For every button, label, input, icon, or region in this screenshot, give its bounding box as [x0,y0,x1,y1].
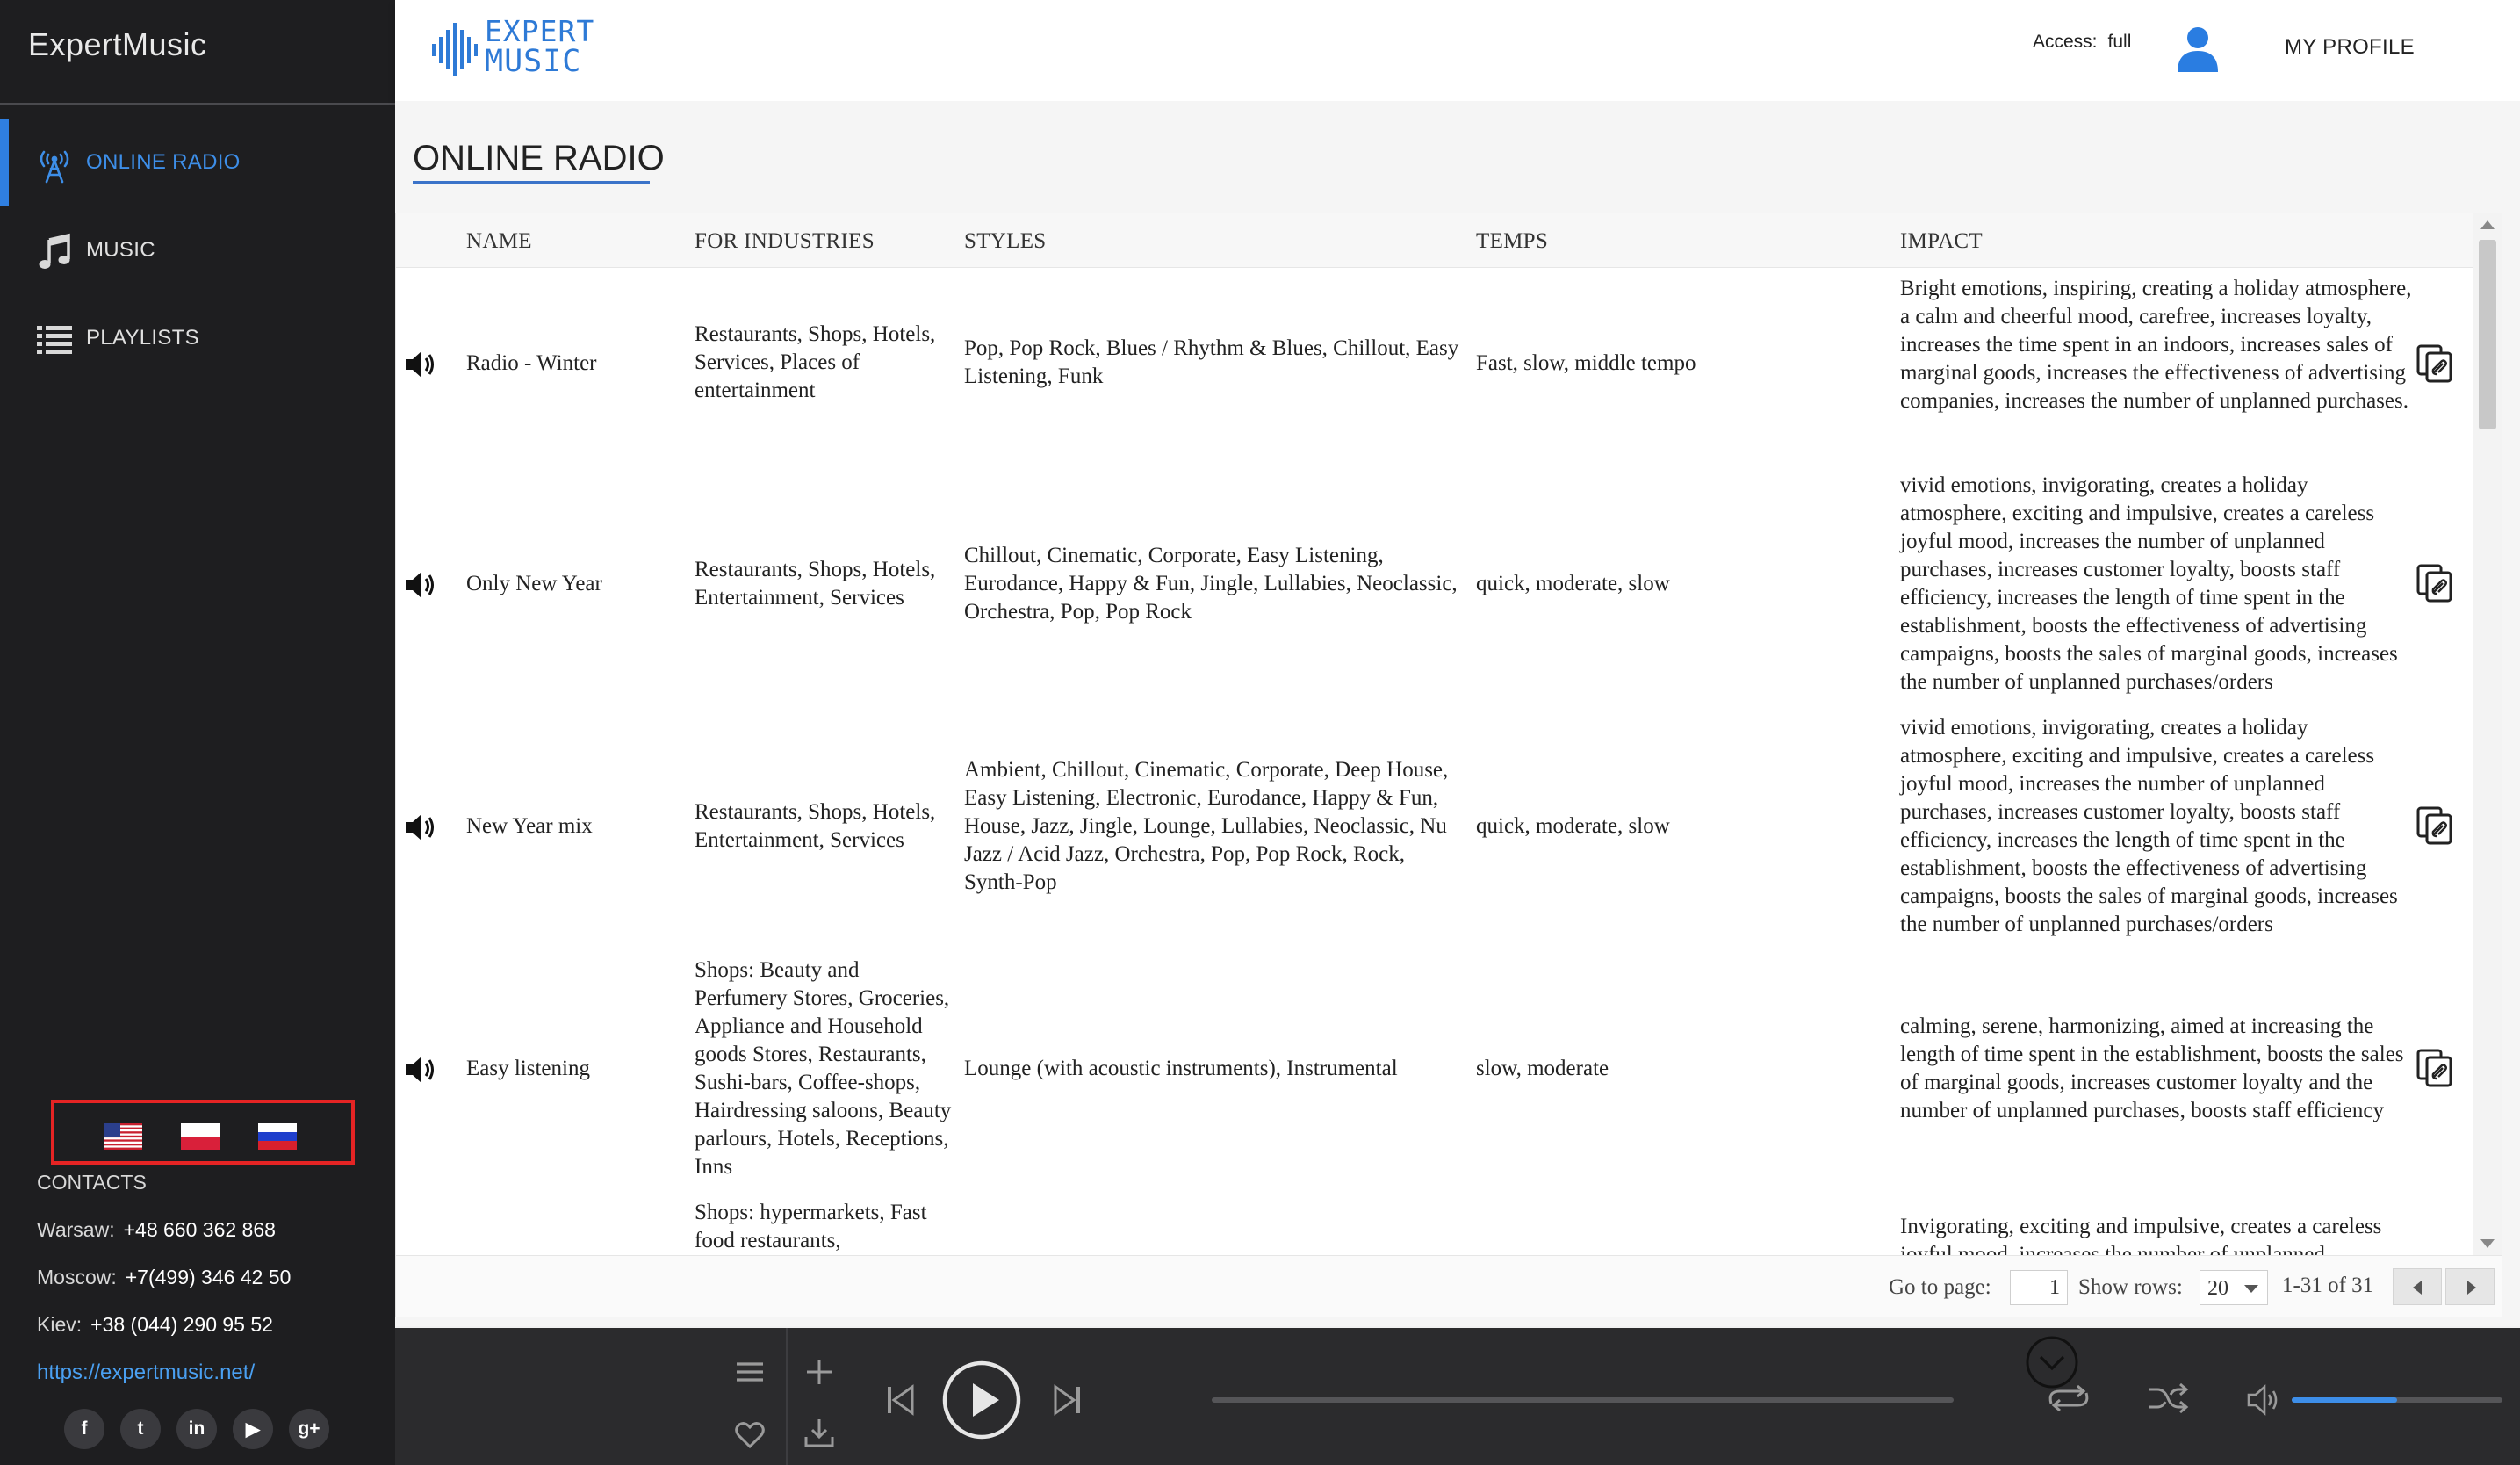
audio-player [395,1328,2520,1465]
row-styles: Lounge (with acoustic instruments), Instrumental [964,1057,1398,1080]
language-switcher [51,1100,355,1165]
radio-tower-icon [35,145,74,184]
show-rows-label: Show rows: [2078,1275,2183,1299]
contact-kiev [37,1313,273,1337]
row-styles: Pop, Pop Rock, Blues / Rhythm & Blues, Chillout, Easy Listening, Funk [964,336,1459,388]
contact-phone[interactable]: +7(499) 346 42 50 [125,1266,292,1288]
row-temps: quick, moderate, slow [1476,814,1670,838]
column-header-temps[interactable]: TEMPS [1476,229,1549,253]
contact-city: Kiev: [37,1313,83,1336]
sidebar-divider [0,103,395,105]
contact-phone[interactable]: +48 660 362 868 [123,1218,276,1241]
linkedin-icon[interactable]: in [176,1409,217,1449]
nav-online-radio[interactable] [0,119,395,206]
skip-next-icon[interactable] [1052,1384,1084,1416]
expertmusic-logo[interactable] [430,14,597,84]
table-body [396,268,2473,1255]
player-divider [786,1328,788,1465]
row-industries: Shops: Beauty and Perfumery Stores, Groceries, Appliance and Household goods Stores, Restaurants, Sushi-bars, Coffee-shops, Hairdressing saloons, Beauty parlours, Hotels, Receptions, Inns [695,958,952,1179]
us-flag-icon[interactable] [104,1123,142,1150]
goto-page-input[interactable] [2010,1270,2068,1305]
speaker-icon[interactable] [403,349,438,380]
table-row[interactable] [396,470,2473,712]
scroll-up-arrow-icon[interactable] [2480,220,2495,229]
row-name: New Year mix [466,814,593,838]
contact-city: Moscow: [37,1266,117,1288]
speaker-icon[interactable] [403,812,438,843]
collapse-player-icon[interactable] [2025,1335,2079,1389]
row-temps: Fast, slow, middle tempo [1476,351,1696,375]
copy-playlist-icon[interactable] [2416,805,2454,846]
speaker-icon[interactable] [403,1054,438,1086]
chevron-right-icon [2467,1281,2476,1295]
logo-equalizer-icon [430,19,479,77]
copy-playlist-icon[interactable] [2416,1048,2454,1088]
pagination-bar [396,1255,2502,1317]
nav-music-label: MUSIC [86,238,155,262]
main-content [395,101,2520,1326]
scroll-down-arrow-icon[interactable] [2480,1239,2495,1248]
contact-warsaw [37,1218,276,1242]
page-title: ONLINE RADIO [413,139,665,177]
nav-music[interactable] [0,206,395,294]
access-value: full [2107,32,2132,52]
row-impact: calming, serene, harmonizing, aimed at increasing the length of time spent in the establishment, boosts the sales of marginal goods, increases customer loyalty and the number of unplanned purchases, boosts staff efficiency [1900,1014,2404,1122]
nav-online-radio-label: ONLINE RADIO [86,150,241,174]
nav-playlists[interactable] [0,294,395,382]
row-temps: slow, moderate [1476,1057,1609,1080]
facebook-icon[interactable]: f [64,1409,104,1449]
heart-icon[interactable] [734,1419,766,1451]
volume-level-fill [2292,1397,2397,1403]
column-header-name[interactable]: NAME [466,229,532,253]
row-name: Radio - Winter [466,351,597,375]
copy-playlist-icon[interactable] [2416,563,2454,603]
row-name: Easy listening [466,1057,590,1080]
my-profile-link[interactable]: MY PROFILE [2285,35,2415,59]
contact-phone[interactable]: +38 (044) 290 95 52 [90,1313,273,1336]
row-name: Only New Year [466,572,602,595]
contact-city: Warsaw: [37,1218,115,1241]
column-header-industries[interactable]: FOR INDUSTRIES [695,229,875,253]
youtube-icon[interactable]: ▶ [233,1409,273,1449]
chevron-left-icon [2413,1281,2422,1295]
row-impact: Bright emotions, inspiring, creating a holiday atmosphere, a calm and cheerful mood, carefree, increases loyalty, increases the time spent in an indoors, increases sales of marginal goods, increases the effectiveness of advertising companies, increases the number of unplanned purchases. [1900,277,2412,413]
column-header-impact[interactable]: IMPACT [1900,229,1983,253]
radio-table [395,213,2502,1317]
sidebar [0,0,395,1465]
logo-text-music: MUSIC [485,44,582,79]
table-row[interactable] [396,268,2473,470]
row-industries: Restaurants, Shops, Hotels, Entertainment, Services [695,800,936,852]
contact-moscow [37,1266,291,1289]
brand-title: ExpertMusic [28,26,207,62]
chevron-down-icon [2244,1285,2258,1293]
list-icon [35,321,74,359]
scrollbar-thumb[interactable] [2479,240,2496,429]
download-icon[interactable] [802,1416,837,1451]
access-status [2033,32,2131,53]
top-header [395,0,2520,101]
table-row[interactable] [396,712,2473,955]
rows-per-page-value: 20 [2207,1277,2228,1300]
queue-list-icon[interactable] [734,1356,766,1388]
play-button-icon[interactable] [941,1360,1022,1440]
volume-icon[interactable] [2246,1384,2283,1416]
logo-text-expert: EXPERT [485,14,595,48]
column-header-styles[interactable]: STYLES [964,229,1047,253]
skip-previous-icon[interactable] [884,1384,916,1416]
volume-slider[interactable] [2292,1397,2502,1403]
next-page-button[interactable] [2445,1268,2495,1305]
row-temps: quick, moderate, slow [1476,572,1670,595]
nav-playlists-label: PLAYLISTS [86,326,199,350]
music-note-icon [35,233,74,271]
plus-icon[interactable] [802,1354,837,1389]
page-range-text: 1-31 of 31 [2282,1274,2374,1297]
row-styles: Chillout, Cinematic, Corporate, Easy Listening, Eurodance, Happy & Fun, Jingle, Lullabies, Neoclassic, Orchestra, Pop, Pop Rock [964,544,1458,624]
goto-page-label: Go to page: [1889,1275,1991,1299]
row-industries: Restaurants, Shops, Hotels, Services, Places of entertainment [695,322,936,402]
row-impact: Invigorating, exciting and impulsive, creates a careless [1900,1215,2382,1238]
ru-flag-icon[interactable] [258,1123,297,1150]
speaker-icon[interactable] [403,569,438,601]
table-row[interactable] [396,955,2473,1197]
website-link[interactable]: https://expertmusic.net/ [37,1360,256,1384]
copy-playlist-icon[interactable] [2416,343,2454,384]
row-impact: vivid emotions, invigorating, creates a holiday atmosphere, exciting and impulsive, creates a careless joyful mood, increases the number of unplanned purchases, increases customer loyalty, boosts staff efficiency, increases the length of time spent in the establishment, boosts the effectiveness of advertising campaigns, boosts the sales of marginal goods, increases the number of unplanned purchases/orders [1900,473,2398,694]
row-styles: Ambient, Chillout, Cinematic, Corporate, Deep House, Easy Listening, Electronic, Eurodance, Happy & Fun, House, Jazz, Jingle, Lounge, Lullabies, Neoclassic, Nu Jazz / Acid Jazz, Orchestra, Pop, Pop Rock, Rock, Synth-Pop [964,758,1449,894]
title-underline [413,181,650,184]
google-plus-icon[interactable]: g+ [289,1409,329,1449]
user-avatar-icon[interactable] [2176,25,2220,74]
row-industries: Shops: hypermarkets, Fast food restaurants, [695,1201,927,1252]
rows-per-page-select[interactable] [2200,1270,2268,1305]
twitter-icon[interactable]: t [120,1409,161,1449]
pl-flag-icon[interactable] [181,1123,220,1150]
contacts-title: CONTACTS [37,1171,147,1194]
previous-page-button[interactable] [2393,1268,2442,1305]
access-label: Access: [2033,32,2098,52]
table-scrollbar[interactable] [2473,213,2502,1255]
table-header [396,213,2473,268]
shuffle-icon[interactable] [2147,1382,2189,1414]
track-progress-bar[interactable] [1212,1397,1954,1403]
row-impact: vivid emotions, invigorating, creates a holiday atmosphere, exciting and impulsive, creates a careless joyful mood, increases the number of unplanned purchases, increases customer loyalty, boosts staff efficiency, increases the length of time spent in the establishment, boosts the effectiveness of advertising campaigns, boosts the sales of marginal goods, increases the number of unplanned purchases/orders [1900,716,2398,936]
row-industries: Restaurants, Shops, Hotels, Entertainment, Services [695,558,936,610]
